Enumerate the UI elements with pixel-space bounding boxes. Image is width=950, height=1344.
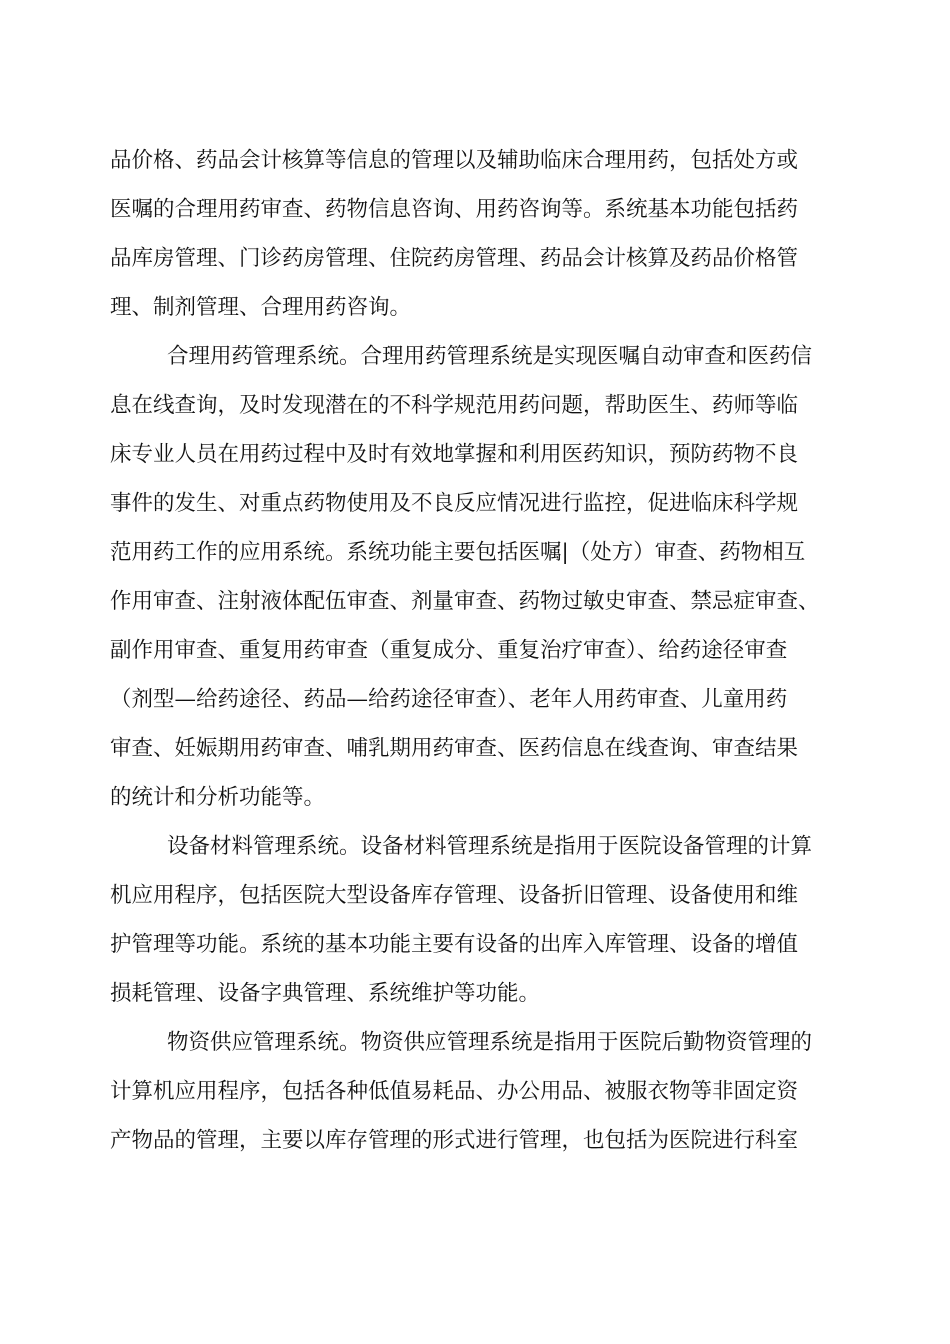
text-line: 副作用审查、重复用药审查（重复成分、重复治疗审查）、给药途径审查 <box>110 638 788 663</box>
text-line: 物资供应管理系统。物资供应管理系统是指用于医院后勤物资管理的 <box>167 1030 813 1055</box>
text-line: 床专业人员在用药过程中及时有效地掌握和利用医药知识，预防药物不良 <box>110 442 799 467</box>
paragraph-drug-management-continued <box>110 136 850 332</box>
text-line: 计算机应用程序，包括各种低值易耗品、办公用品、被服衣物等非固定资 <box>110 1079 799 1104</box>
text-line: 产物品的管理，主要以库存管理的形式进行管理，也包括为医院进行科室 <box>110 1128 799 1153</box>
text-line: 护管理等功能。系统的基本功能主要有设备的出库入库管理、设备的增值 <box>110 932 799 957</box>
text-line: 作用审查、注射液体配伍审查、剂量审查、药物过敏史审查、禁忌症审查、 <box>110 589 820 614</box>
document-body <box>110 136 850 1165</box>
text-line: 息在线查询，及时发现潜在的不科学规范用药问题，帮助医生、药师等临 <box>110 393 799 418</box>
text-line: 品库房管理、门诊药房管理、住院药房管理、药品会计核算及药品价格管 <box>110 246 799 271</box>
text-line: 机应用程序，包括医院大型设备库存管理、设备折旧管理、设备使用和维 <box>110 883 799 908</box>
paragraph-rational-drug-use-system <box>110 332 850 822</box>
text-line: 品价格、药品会计核算等信息的管理以及辅助临床合理用药，包括处方或 <box>110 148 799 173</box>
text-line: （剂型—给药途径、药品—给药途径审查）、老年人用药审查、儿童用药 <box>110 687 788 712</box>
text-line: 审查、妊娠期用药审查、哺乳期用药审查、医药信息在线查询、审查结果 <box>110 736 799 761</box>
text-line: 的统计和分析功能等。 <box>110 785 326 810</box>
text-line: 设备材料管理系统。设备材料管理系统是指用于医院设备管理的计算 <box>167 834 813 859</box>
paragraph-supply-management-system <box>110 1018 850 1165</box>
paragraph-equipment-management-system <box>110 822 850 1018</box>
text-line: 范用药工作的应用系统。系统功能主要包括医嘱|（处方）审查、药物相互 <box>110 540 806 565</box>
text-line: 损耗管理、设备字典管理、系统维护等功能。 <box>110 981 541 1006</box>
text-line: 合理用药管理系统。合理用药管理系统是实现医嘱自动审查和医药信 <box>167 344 813 369</box>
text-line: 理、制剂管理、合理用药咨询。 <box>110 295 412 320</box>
text-line: 事件的发生、对重点药物使用及不良反应情况进行监控，促进临床科学规 <box>110 491 799 516</box>
text-line: 医嘱的合理用药审查、药物信息咨询、用药咨询等。系统基本功能包括药 <box>110 197 799 222</box>
